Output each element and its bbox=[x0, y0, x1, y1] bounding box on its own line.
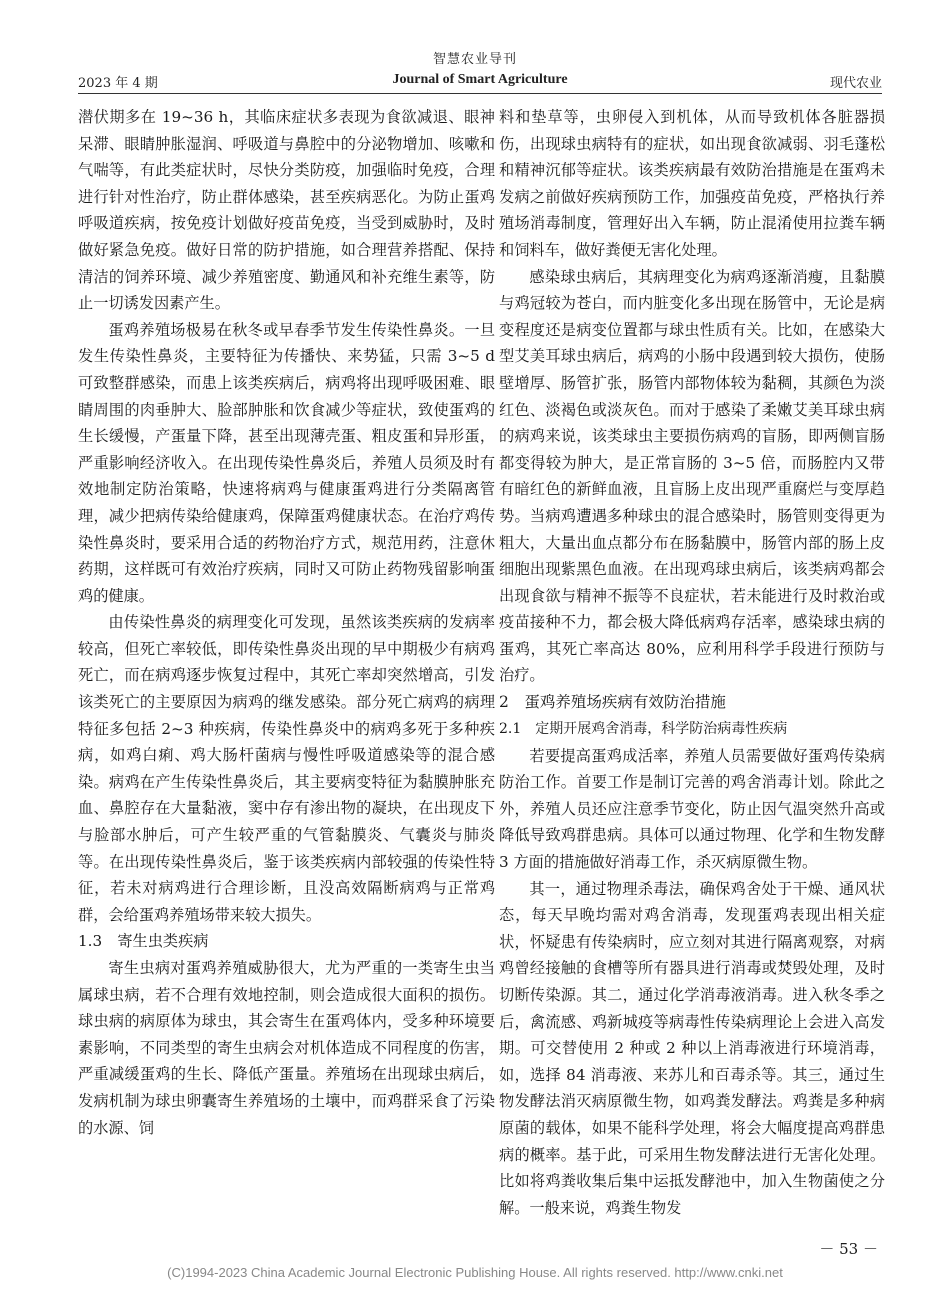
subsection-heading: 1.3 寄生虫类疾病 bbox=[78, 932, 209, 951]
body-paragraph: 若要提高蛋鸡成活率，养殖人员需要做好蛋鸡传染病防治工作。首要工作是制订完善的鸡舍消毒计划。除此之外，养殖人员还应注意季节变化，防止因气温突然升高或降低导致鸡群患病。具体可以通过物理、化学和生物发酵 3 方面的措施做好消毒工作，杀灭病原微生物。 bbox=[499, 746, 885, 872]
subsection-heading: 2.1 定期开展鸡舍消毒，科学防治病毒性疾病 bbox=[499, 721, 788, 738]
copyright-footer: (C)1994-2023 China Academic Journal Electronic Publishing House. All rights reserved. http://www.cnki.net bbox=[167, 1265, 783, 1280]
body-paragraph: 感染球虫病后，其病理变化为病鸡逐渐消瘦，且黏膜与鸡冠较为苍白，而内脏变化多出现在肠管中，无论是病变程度还是病变位置都与球虫性质有关。比如，在感染大型艾美耳球虫病后，病鸡的小肠中段遇到较大损伤，使肠壁增厚、肠管扩张，肠管内部物体较为黏稠，其颜色为淡红色、淡褐色或淡灰色。而对于感染了柔嫩艾美耳球虫病的病鸡来说，该类球虫主要损伤病鸡的盲肠，即两侧盲肠都变得较为肿大，是正常盲肠的 3~5 倍，而肠腔内又带有暗红色的新鲜血液，且盲肠上皮出现严重腐烂与变厚趋势。当病鸡遭遇多种球虫的混合感染时，肠管则变得更为粗大，大量出血点都分布在肠黏膜中，肠管内部的肠上皮细胞出现紫黑色血液。在出现鸡球虫病后，该类病鸡都会出现食欲与精神不振等不良症状，若未能进行及时救治或疫苗接种不力，都会极大降低病鸡存活率，感染球虫病的蛋鸡，其死亡率高达 80%，应利用科学手段进行预防与治疗。 bbox=[499, 267, 885, 685]
running-header bbox=[78, 72, 882, 92]
body-paragraph: 潜伏期多在 19~36 h，其临床症状多表现为食欲减退、眼神呆滞、眼睛肿胀湿润、呼吸道与鼻腔中的分泌物增加、咳嗽和气喘等，有此类症状时，尽快分类防疫，加强临时免疫，合理进行针对性治疗，防止群体感染，甚至疾病恶化。为防止蛋鸡呼吸道疾病，按免疫计划做好疫苗免疫，当受到威胁时，及时做好紧急免疫。做好日常的防护措施，如合理营养搭配、保持清洁的饲养环境、减少养殖密度、勤通风和补充维生素等，防止一切诱发因素产生。 bbox=[78, 108, 495, 313]
journal-name-en: Journal of Smart Agriculture bbox=[392, 72, 568, 87]
body-paragraph: 由传染性鼻炎的病理变化可发现，虽然该类疾病的发病率较高，但死亡率较低，即传染性鼻炎出现的早中期极少有病鸡死亡，而在病鸡逐步恢复过程中，其死亡率却突然增高，引发该类死亡的主要原因为病鸡的继发感染。部分死亡病鸡的病理特征多包括 2~3 种疾病，传染性鼻炎中的病鸡多死于多种疾病，如鸡白痢、鸡大肠杆菌病与慢性呼吸道感染等的混合感染。病鸡在产生传染性鼻炎后，其主要病变特征为黏膜肿胀充血、鼻腔存在大量黏液，窦中存有渗出物的凝块，在出现皮下与脸部水肿后，可产生较严重的气管黏膜炎、气囊炎与肺炎等。在出现传染性鼻炎后，鉴于该类疾病内部较强的传染性特征，若未对病鸡进行合理诊断，且没高效隔断病鸡与正常鸡群，会给蛋鸡养殖场带来较大损失。 bbox=[78, 613, 495, 924]
header-rule bbox=[78, 93, 882, 94]
body-paragraph: 其一，通过物理杀毒法，确保鸡舍处于干燥、通风状态，每天早晚均需对鸡舍消毒，发现蛋鸡表现出相关症状，怀疑患有传染病时，应立刻对其进行隔离观察，对病鸡曾经接触的食槽等所有器具进行消毒或焚毁处理，及时切断传染源。其二，通过化学消毒液消毒。进入秋冬季之后，禽流感、鸡新城疫等病毒性传染病理论上会进入高发期。可交替使用 2 种或 2 种以上消毒液进行环境消毒，如，选择 84 消毒液、来苏儿和百毒杀等。其三，通过生物发酵法消灭病原微生物，如鸡粪发酵法。鸡粪是多种病原菌的载体，如果不能科学处理，将会大幅度提高鸡群患病的概率。基于此，可采用生物发酵法进行无害化处理。比如将鸡粪收集后集中运抵发酵池中，加入生物菌使之分解。一般来说，鸡粪生物发 bbox=[499, 879, 885, 1217]
issue-label: 2023 年 4 期 bbox=[78, 76, 158, 91]
body-paragraph: 蛋鸡养殖场极易在秋冬或早春季节发生传染性鼻炎。一旦发生传染性鼻炎，主要特征为传播快、来势猛，只需 3~5 d 可致整群感染，而患上该类疾病后，病鸡将出现呼吸困难、眼睛周围的肉垂肿大、脸部肿胀和饮食减少等症状，致使蛋鸡的生长缓慢，产蛋量下降，甚至出现薄壳蛋、粗皮蛋和异形蛋，严重影响经济收入。在出现传染性鼻炎后，养殖人员须及时有效地制定防治策略，快速将病鸡与健康蛋鸡进行分类隔离管理，减少把病传染给健康鸡，保障蛋鸡健康状态。在治疗鸡传染性鼻炎时，要采用合适的药物治疗方式，规范用药，注意休药期，这样既可有效治疗疾病，同时又可防止药物残留影响蛋鸡的健康。 bbox=[78, 320, 495, 605]
body-paragraph: 寄生虫病对蛋鸡养殖威胁很大，尤为严重的一类寄生虫当属球虫病，若不合理有效地控制，则会造成很大面积的损伤。球虫病的病原体为球虫，其会寄生在蛋鸡体内，受多种环境要素影响，不同类型的寄生虫病会对机体造成不同程度的伤害，严重减缓蛋鸡的生长、降低产蛋量。养殖场在出现球虫病后，发病机制为球虫卵囊寄生养殖场的土壤中，而鸡群采食了污染的水源、饲 bbox=[78, 959, 495, 1137]
section-label: 现代农业 bbox=[829, 76, 882, 91]
right-column bbox=[499, 104, 885, 1221]
page-number: － 53 － bbox=[819, 1240, 878, 1258]
journal-name-cn: 智慧农业导刊 bbox=[432, 52, 517, 67]
left-column bbox=[78, 104, 495, 1141]
body-paragraph: 料和垫草等，虫卵侵入到机体，从而导致机体各脏器损伤，出现球虫病特有的症状，如出现食欲减弱、羽毛蓬松和精神沉郁等症状。该类疾病最有效防治措施是在蛋鸡未发病之前做好疾病预防工作，加强疫苗免疫，严格执行养殖场消毒制度，管理好出入车辆，防止混淆使用拉粪车辆和饲料车，做好粪便无害化处理。 bbox=[499, 108, 885, 259]
section-heading: 2 蛋鸡养殖场疾病有效防治措施 bbox=[499, 693, 726, 712]
